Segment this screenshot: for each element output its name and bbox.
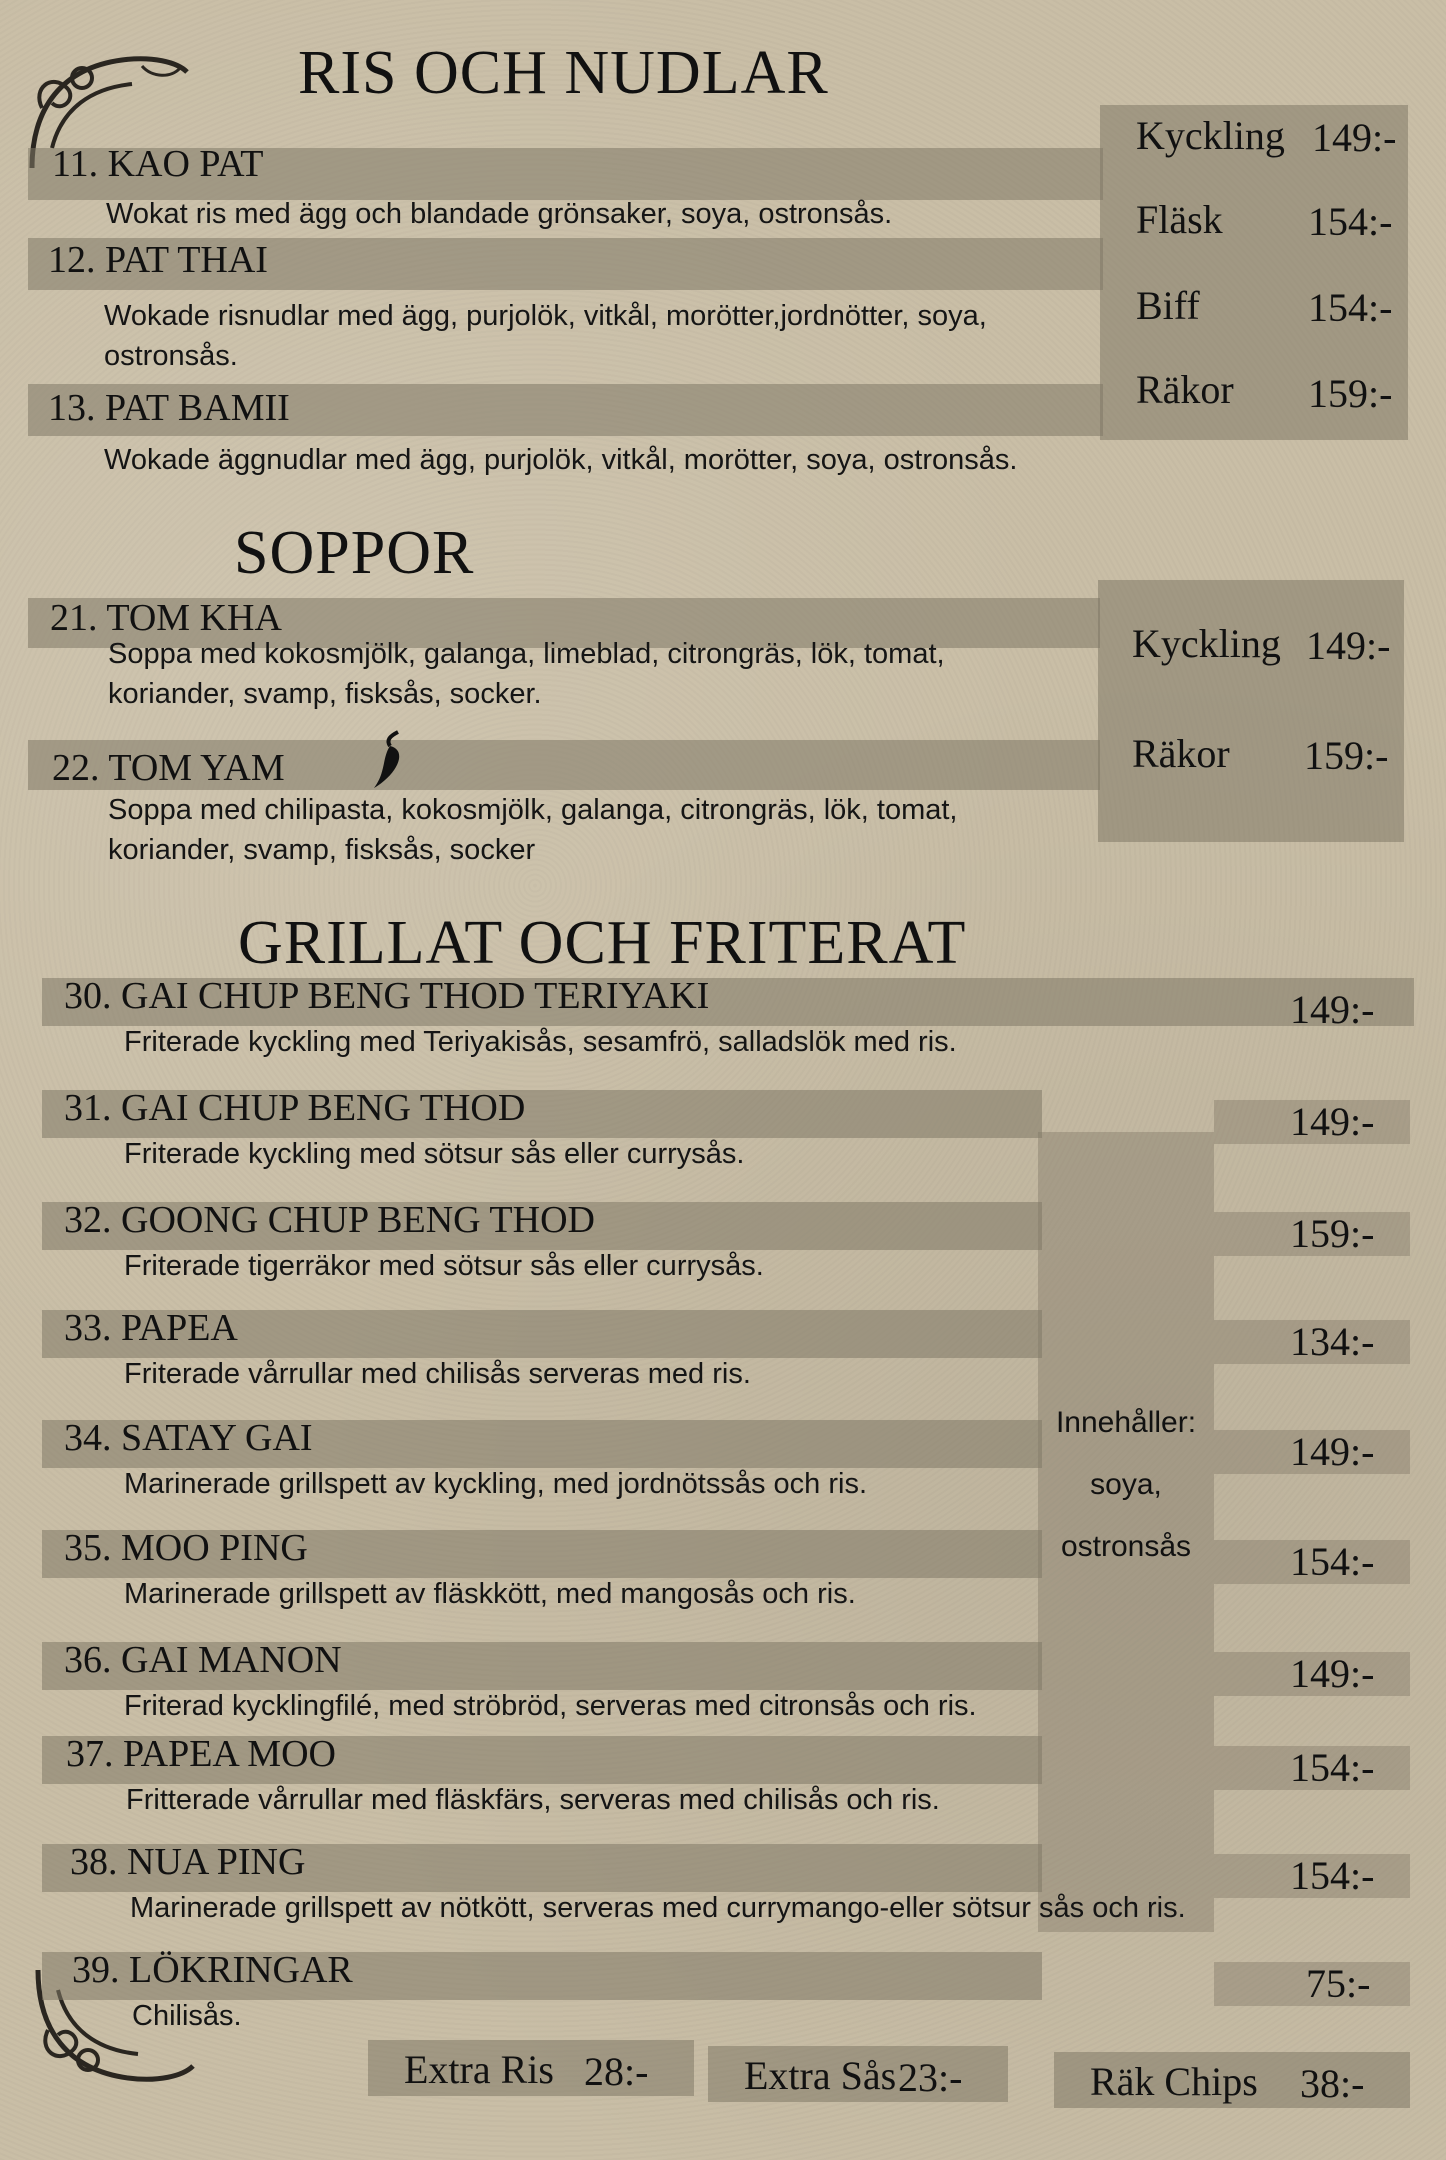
price-value: 154:- [1308,199,1393,244]
menu-item-description: Soppa med chilipasta, kokosmjölk, galanga, citrongräs, lök, tomat, koriander, svamp, fisksås, socker [108,794,958,866]
menu-item-description: Friterad kycklingfilé, med ströbröd, serveras med citronsås och ris. [124,1690,977,1722]
menu-item-name: 30. GAI CHUP BENG THOD TERIYAKI [64,975,710,1017]
menu-item-name: 21. TOM KHA [50,597,282,639]
menu-item-description: Wokat ris med ägg och blandade grönsaker, soya, ostronsås. [106,198,893,230]
menu-item-name: 31. GAI CHUP BENG THOD [64,1087,526,1129]
price-value: 149:- [1312,115,1397,160]
menu-item-name: 34. SATAY GAI [64,1417,313,1459]
menu-item-description: Friterade kyckling med Teriyakisås, sesamfrö, salladslök med ris. [124,1026,957,1058]
price-value: 75:- [1306,1961,1371,2006]
menu-item-name: 35. MOO PING [64,1527,308,1569]
price-option-label: Kyckling [1132,621,1281,666]
menu-item-name: 13. PAT BAMII [48,387,290,429]
price-value: 149:- [1290,987,1375,1032]
allergen-note-line: ostronsås [1060,1530,1192,1563]
menu-item-description: Fritterade vårrullar med fläskfärs, serveras med chilisås och ris. [126,1784,940,1816]
allergen-note-line: soya, [1090,1468,1162,1501]
price-value: 149:- [1290,1099,1375,1144]
extra-label: Räk Chips [1090,2059,1258,2104]
price-option-label: Räkor [1136,367,1234,412]
menu-item-description: Chilisås. [132,2000,242,2032]
menu-item-name: 32. GOONG CHUP BENG THOD [64,1199,595,1241]
menu-item-description: Wokade risnudlar med ägg, purjolök, vitkål, morötter,jordnötter, soya, ostronsås. [104,300,987,372]
menu-item-description: Wokade äggnudlar med ägg, purjolök, vitkål, morötter, soya, ostronsås. [104,444,1018,476]
menu-item-name: 37. PAPEA MOO [66,1733,336,1775]
price-value: 149:- [1306,623,1391,668]
menu-item-name: 36. GAI MANON [64,1639,342,1681]
price-value: 154:- [1290,1745,1375,1790]
price-option-label: Kyckling [1136,113,1285,158]
section-title-grillat: GRILLAT OCH FRITERAT [238,909,967,977]
menu-item-description: Soppa med kokosmjölk, galanga, limeblad, citrongräs, lök, tomat, koriander, svamp, fisksås, socker. [108,638,945,710]
extra-price: 23:- [898,2055,963,2100]
allergen-note-line: Innehåller: [1055,1406,1197,1439]
allergen-note [1026,1392,1226,1578]
menu-item-name: 39. LÖKRINGAR [72,1949,353,1991]
price-value: 134:- [1290,1319,1375,1364]
price-value: 149:- [1290,1651,1375,1696]
extra-price: 38:- [1300,2061,1365,2106]
price-value: 154:- [1308,285,1393,330]
chili-pepper-icon [368,722,416,792]
extra-price: 28:- [584,2049,649,2094]
menu-item-description: Friterade kyckling med sötsur sås eller currysås. [124,1138,745,1170]
price-value: 159:- [1304,733,1389,778]
menu-item-name: 38. NUA PING [70,1841,306,1883]
menu-item-name: 33. PAPEA [64,1307,238,1349]
price-option-label: Biff [1136,283,1200,328]
menu-item-name: 22. TOM YAM [52,747,285,789]
section-title-ris: RIS OCH NUDLAR [298,39,829,107]
price-value: 149:- [1290,1429,1375,1474]
menu-item-description: Marinerade grillspett av fläskkött, med mangosås och ris. [124,1578,856,1610]
price-option-label: Räkor [1132,731,1230,776]
price-value: 154:- [1290,1539,1375,1584]
price-value: 154:- [1290,1853,1375,1898]
menu-item-description: Marinerade grillspett av kyckling, med jordnötssås och ris. [124,1468,868,1500]
extra-label: Extra Ris [404,2047,554,2092]
section-title-soppor: SOPPOR [234,519,475,587]
menu-item-description: Marinerade grillspett av nötkött, serveras med currymango-eller sötsur sås och ris. [130,1892,1186,1924]
price-option-label: Fläsk [1136,197,1223,242]
menu-item-name: 11. KAO PAT [52,143,264,185]
price-value: 159:- [1308,371,1393,416]
extra-label: Extra Sås [744,2053,897,2098]
price-value: 159:- [1290,1211,1375,1256]
menu-item-description: Friterade tigerräkor med sötsur sås eller currysås. [124,1250,764,1282]
menu-item-name: 12. PAT THAI [48,239,268,281]
menu-item-description: Friterade vårrullar med chilisås serveras med ris. [124,1358,751,1390]
